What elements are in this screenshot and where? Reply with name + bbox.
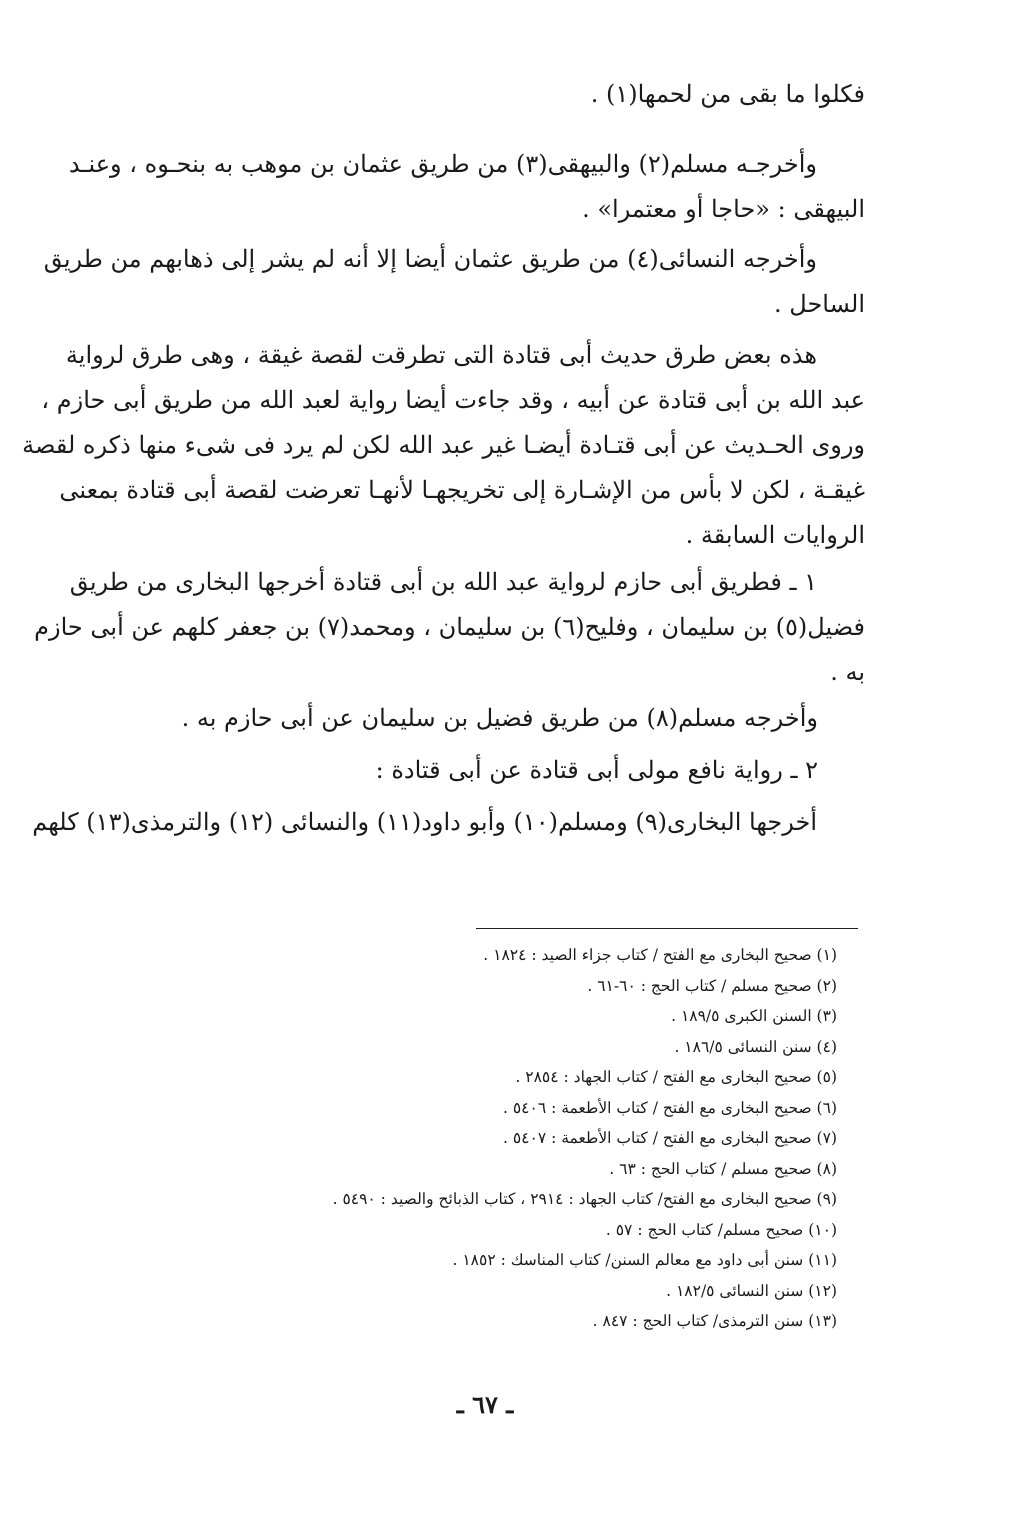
paragraph-4 [22,333,865,558]
footnote: (١٠) صحيح مسلم/ كتاب الحج : ٥٧ . [605,1220,837,1239]
footnote: (٧) صحيح البخارى مع الفتح / كتاب الأطعمة : ٥٤٠٧ . [502,1129,837,1147]
paragraph-line: الساحل . [774,290,865,318]
paragraph-line: أخرجها البخارى(٩) ومسلم(١٠) وأبو داود(١١) والنسائى (١٢) والترمذى(١٣) كلهم [32,808,817,836]
paragraph-7 [203,748,818,793]
paragraph-line: به . [830,658,865,686]
footnote: (٩) صحيح البخارى مع الفتح/ كتاب الجهاد : ٢٩١٤ ، كتاب الذبائح والصيد : ٥٤٩٠ . [332,1190,837,1208]
paragraph-line: وأخرجه النسائى(٤) من طريق عثمان أيضا إلا أنه لم يشر إلى ذهابهم من طريق [43,245,817,273]
footnote: (١٣) سنن الترمذى/ كتاب الحج : ٨٤٧ . [592,1312,837,1330]
footnotes [197,940,837,1337]
paragraph-line: وأخرجـه مسلم(٢) والبيهقى(٣) من طريق عثمان بن موهب به بنحـوه ، وعنـد [68,150,817,178]
paragraph-3 [43,237,865,327]
footnote: (٦) صحيح البخارى مع الفتح / كتاب الأطعمة : ٥٤٠٦ . [502,1098,837,1117]
footnote: (٣) السنن الكبرى ١٨٩/٥ . [671,1007,837,1025]
footnote: (١١) سنن أبى داود مع معالم السنن/ كتاب المناسك : ١٨٥٢ . [452,1251,837,1269]
footnote: (٨) صحيح مسلم / كتاب الحج : ٦٣ . [609,1159,837,1178]
paragraph-6 [181,696,818,741]
footnote: (١) صحيح البخارى مع الفتح / كتاب جزاء الصيد : ١٨٢٤ . [483,946,837,964]
paragraph-line: ٢ ـ رواية نافع مولى أبى قتادة عن أبى قتادة : [375,756,818,784]
paragraph-2 [55,142,865,232]
footnote: (١٢) سنن النسائى ١٨٢/٥ . [666,1281,837,1300]
footnote: (٤) سنن النسائى ١٨٦/٥ . [674,1037,837,1056]
footnote: (٢) صحيح مسلم / كتاب الحج : ٦٠-٦١ . [587,976,837,995]
paragraph-line: عبد الله بن أبى قتادة عن أبيه ، وقد جاءت أيضا رواية لعبد الله من طريق أبى حازم ، [41,386,865,414]
paragraph-line: هذه بعض طرق حديث أبى قتادة التى تطرقت لقصة غيقة ، وهى طرق لرواية [65,341,817,369]
paragraph-line: غيقـة ، لكن لا بأس من الإشـارة إلى تخريجهـا لأنهـا تعرضت لقصة أبى قتادة بمعنى [59,476,865,504]
page-number: ـ ٦٧ ـ [456,1390,514,1419]
paragraph-line: وأخرجه مسلم(٨) من طريق فضيل بن سليمان عن أبى حازم به . [181,704,818,732]
footnote-separator [476,928,858,929]
paragraph-line: فضيل(٥) بن سليمان ، وفليح(٦) بن سليمان ، ومحمد(٧) بن جعفر كلهم عن أبى حازم [34,613,865,641]
paragraph-line: فكلوا ما بقى من لحمها(١) . [590,80,865,108]
paragraph-1 [250,72,865,117]
paragraph-5 [34,560,865,695]
paragraph-line: وروى الحـديث عن أبى قتـادة أيضـا غير عبد الله لكن لم يرد فى شىء منها ذكره لقصة [22,431,865,459]
paragraph-line: الروايات السابقة . [685,521,865,549]
paragraph-line: ١ ـ فطريق أبى حازم لرواية عبد الله بن أبى قتادة أخرجها البخارى من طريق [69,568,817,596]
paragraph-line: البيهقى : «حاجا أو معتمرا» . [582,195,865,223]
footnote: (٥) صحيح البخارى مع الفتح / كتاب الجهاد : ٢٨٥٤ . [515,1068,837,1086]
paragraph-8 [32,800,865,845]
